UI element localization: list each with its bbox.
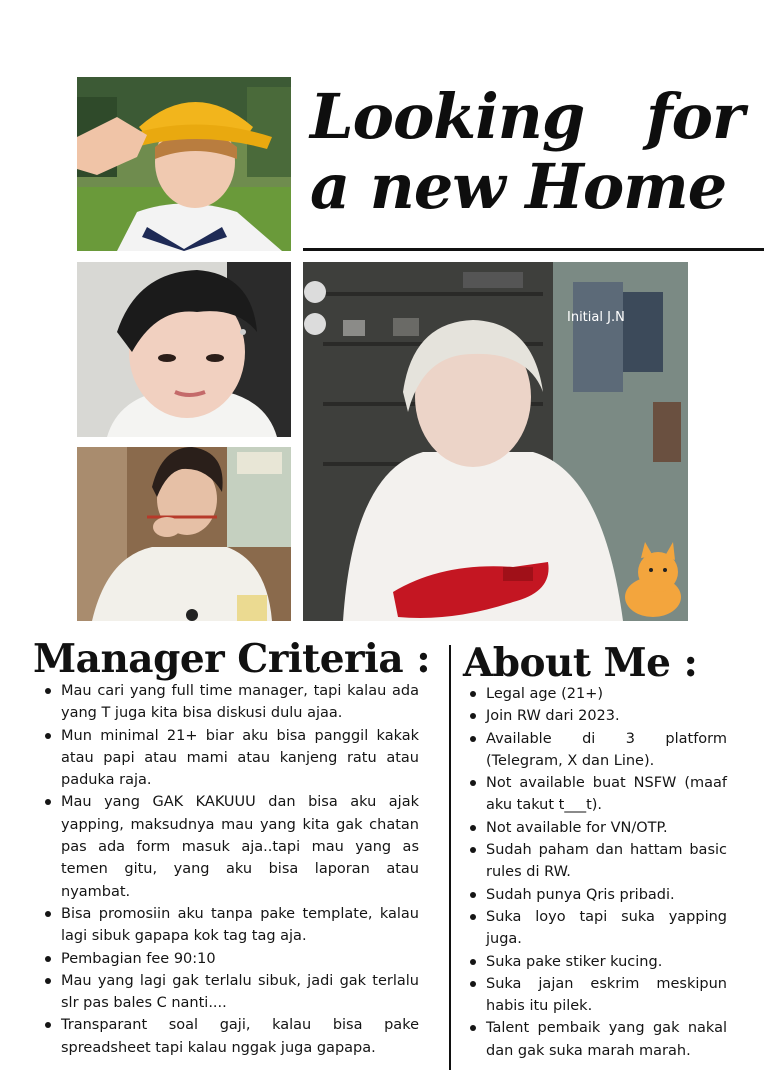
about-item: Sudah paham dan hattam basic rules di RW. <box>462 839 727 884</box>
about-item: Sudah punya Qris pribadi. <box>462 884 727 906</box>
title-line-2: a new Home <box>310 150 727 223</box>
criteria-item: Mau yang lagi gak terlalu sibuk, jadi gak terlalu slr pas bales C nanti.... <box>37 970 419 1015</box>
photo-main-guitar <box>303 262 688 621</box>
manager-criteria-list <box>37 680 419 1059</box>
about-item: Join RW dari 2023. <box>462 705 727 727</box>
about-item: Not available for VN/OTP. <box>462 817 727 839</box>
about-item: Suka loyo tapi suka yapping juga. <box>462 906 727 951</box>
criteria-item: Mau cari yang full time manager, tapi kalau ada yang T juga kita bisa diskusi dulu ajaa. <box>37 680 419 725</box>
title-underline <box>303 248 764 251</box>
title-line-1: Looking for <box>310 80 744 153</box>
about-item: Talent pembaik yang gak nakal dan gak suka marah marah. <box>462 1017 727 1062</box>
about-item: Not available buat NSFW (maaf aku takut t___t). <box>462 772 727 817</box>
about-me-heading: About Me : <box>463 640 698 686</box>
about-item: Suka pake stiker kucing. <box>462 951 727 973</box>
criteria-item: Pembagian fee 90:10 <box>37 948 419 970</box>
about-item: Suka jajan eskrim meskipun habis itu pilek. <box>462 973 727 1018</box>
page-title <box>310 82 750 222</box>
manager-criteria-heading: Manager Criteria : <box>33 636 431 682</box>
criteria-item: Transparant soal gaji, kalau bisa pake spreadsheet tapi kalau nggak juga gapapa. <box>37 1014 419 1059</box>
column-divider <box>449 645 451 1070</box>
criteria-item: Bisa promosiin aku tanpa pake template, kalau lagi sibuk gapapa kok tag tag aja. <box>37 903 419 948</box>
photo-overlay-label: Initial J.N <box>567 310 625 325</box>
criteria-item: Mun minimal 21+ biar aku bisa panggil kakak atau papi atau mami atau kanjeng ratu atau paduka raja. <box>37 725 419 792</box>
about-item: Available di 3 platform (Telegram, X dan Line). <box>462 728 727 773</box>
about-me-list <box>462 683 727 1062</box>
photo-dark-hair-selfie <box>77 262 291 437</box>
about-item: Legal age (21+) <box>462 683 727 705</box>
criteria-item: Mau yang GAK KAKUUU dan bisa aku ajak yapping, maksudnya mau yang kita gak chatan pas ada form masuk aja..tapi mau yang as temen gitu, yang aku bisa laporan atau nyambat. <box>37 791 419 902</box>
photo-yellow-hat <box>77 77 291 251</box>
photo-eating-chopsticks <box>77 447 291 621</box>
